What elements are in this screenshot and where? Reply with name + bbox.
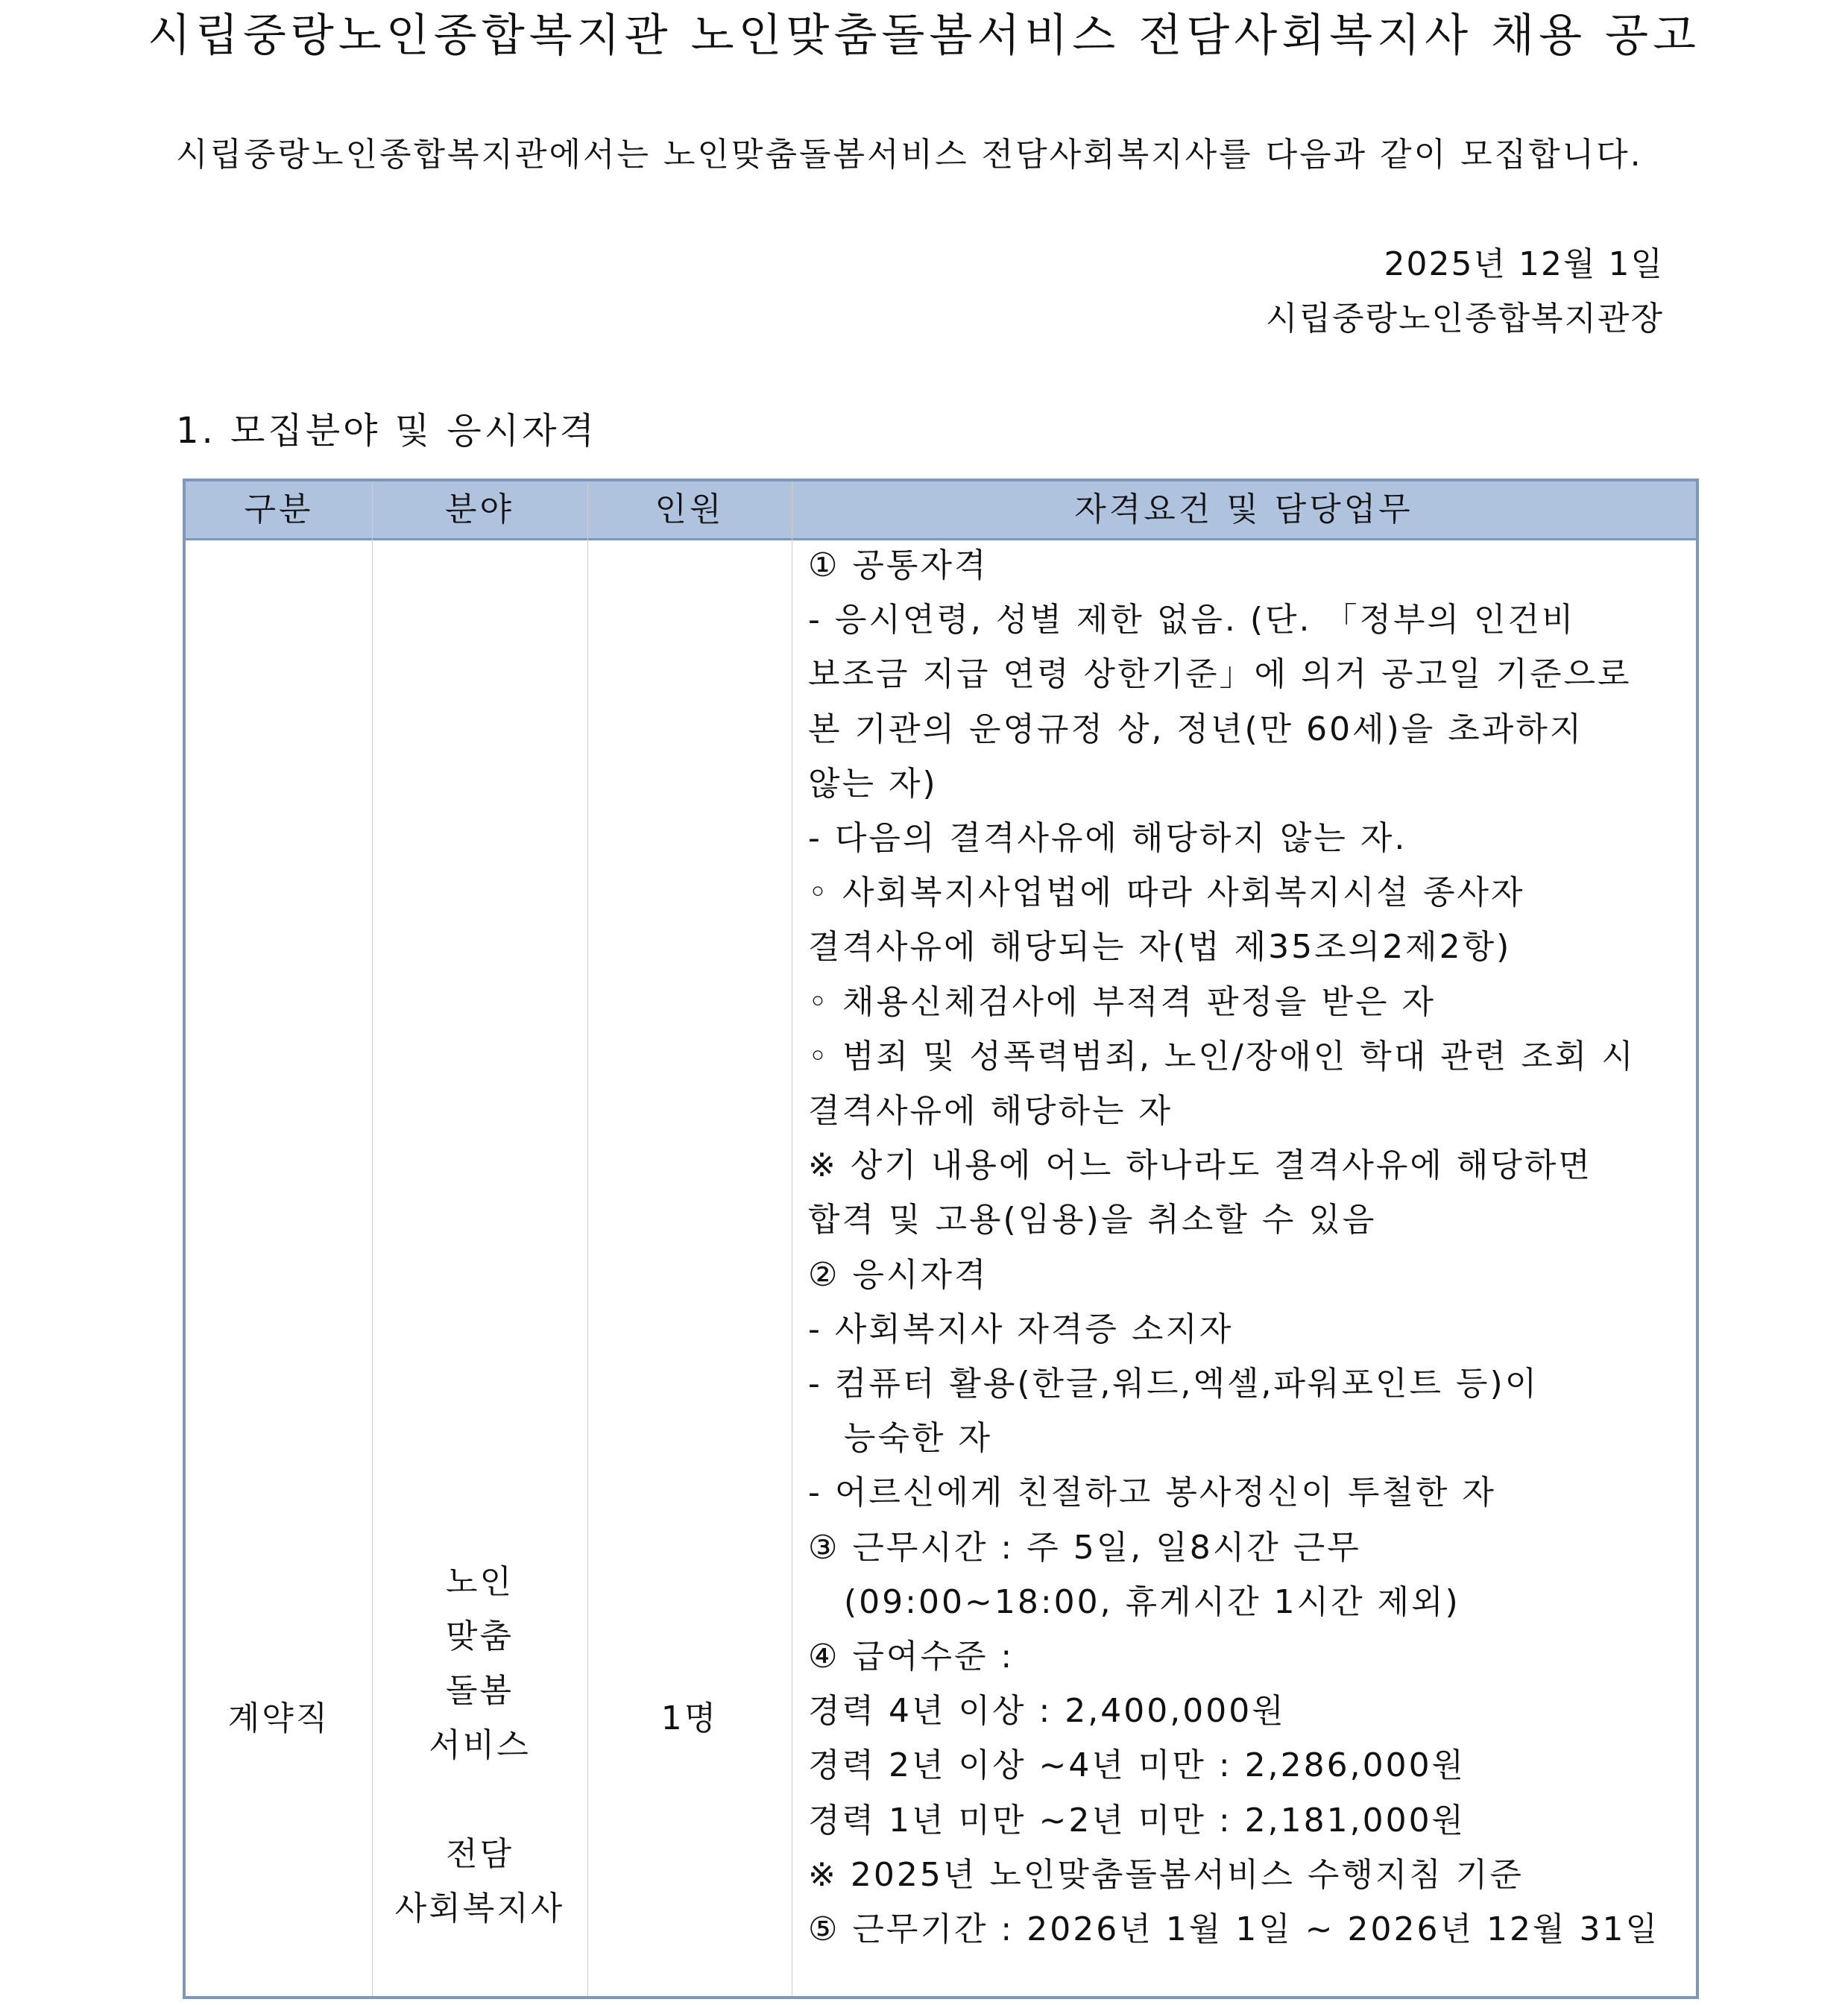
requirement-line: 경력 2년 이상 ~4년 미만 : 2,286,000원 — [808, 1746, 1466, 1785]
requirement-line: - 어르신에게 친절하고 봉사정신이 투철한 자 — [808, 1474, 1496, 1512]
requirement-line: ※ 상기 내용에 어느 하나라도 결격사유에 해당하면 — [808, 1146, 1592, 1185]
page-title: 시립중랑노인종합복지관 노인맞춤돌봄서비스 전담사회복지사 채용 공고 — [147, 10, 1701, 62]
requirement-line: - 응시연령, 성별 제한 없음. (단. 「정부의 인건비 — [808, 601, 1576, 640]
requirement-line: 결격사유에 해당하는 자 — [808, 1092, 1173, 1131]
requirement-line: 보조금 지급 연령 상한기준」에 의거 공고일 기준으로 — [808, 655, 1632, 694]
field-line — [372, 1772, 587, 1827]
field-line: 노인 — [445, 1563, 514, 1601]
requirement-line: ③ 근무시간 : 주 5일, 일8시간 근무 — [808, 1528, 1361, 1567]
section-heading: 1. 모집분야 및 응시자격 — [176, 410, 597, 452]
field-line: 맞춤 — [445, 1617, 514, 1655]
field-cell — [372, 1555, 587, 1936]
header-requirements: 자격요건 및 담당업무 — [1074, 490, 1413, 528]
requirement-line: ◦ 범죄 및 성폭력범죄, 노인/장애인 학대 관련 조회 시 — [808, 1037, 1636, 1076]
field-line: 사회복지사 — [394, 1889, 565, 1927]
headcount-cell: 1명 — [660, 1699, 719, 1737]
recruitment-table — [183, 479, 1699, 1999]
requirement-line: - 다음의 결격사유에 해당하지 않는 자. — [808, 819, 1407, 858]
requirement-line: ④ 급여수준 : — [808, 1638, 1015, 1676]
requirement-line: 경력 4년 이상 : 2,400,000원 — [808, 1692, 1286, 1731]
field-line: 전담 — [445, 1835, 514, 1873]
announcement-date: 2025년 12월 1일 — [1384, 245, 1664, 283]
requirement-line: ⑤ 근무기간 : 2026년 1월 1일 ~ 2026년 12월 31일 — [808, 1910, 1659, 1949]
requirement-line: 경력 1년 미만 ~2년 미만 : 2,181,000원 — [808, 1801, 1466, 1840]
requirement-line: 결격사유에 해당되는 자(법 제35조의2제2항) — [808, 928, 1512, 967]
field-line: 돌봄 — [445, 1672, 514, 1710]
issuer-name: 시립중랑노인종합복지관장 — [1265, 300, 1664, 338]
intro-text: 시립중랑노인종합복지관에서는 노인맞춤돌봄서비스 전담사회복지사를 다음과 같이 모집합니다. — [176, 136, 1643, 174]
column-divider — [587, 481, 588, 1996]
requirements-cell — [808, 538, 1695, 1957]
requirement-line: 본 기관의 운영규정 상, 정년(만 60세)을 초과하지 — [808, 710, 1584, 748]
header-category: 구분 — [244, 490, 314, 528]
requirement-line: 합격 및 고용(임용)을 취소할 수 있음 — [808, 1201, 1377, 1240]
header-field: 분야 — [444, 490, 514, 528]
requirement-line: 않는 자) — [808, 764, 938, 803]
header-headcount: 인원 — [655, 490, 725, 528]
requirement-line: ◦ 채용신체검사에 부적격 판정을 받은 자 — [808, 982, 1436, 1021]
requirement-line: - 컴퓨터 활용(한글,워드,엑셀,파워포인트 등)이 — [808, 1365, 1539, 1404]
requirement-line: ① 공통자격 — [808, 546, 988, 584]
table-header-row — [186, 481, 1696, 540]
field-line: 서비스 — [429, 1726, 531, 1764]
requirement-line: 능숙한 자 — [844, 1419, 993, 1458]
requirement-line: (09:00~18:00, 휴게시간 1시간 제외) — [844, 1582, 1460, 1621]
requirement-line: ② 응시자격 — [808, 1255, 988, 1294]
category-cell: 계약직 — [227, 1699, 330, 1737]
requirement-line: ※ 2025년 노인맞춤돌봄서비스 수행지침 기준 — [808, 1855, 1524, 1894]
requirement-line: ◦ 사회복지사업법에 따라 사회복지시설 종사자 — [808, 874, 1525, 912]
requirement-line: - 사회복지사 자격증 소지자 — [808, 1310, 1234, 1348]
